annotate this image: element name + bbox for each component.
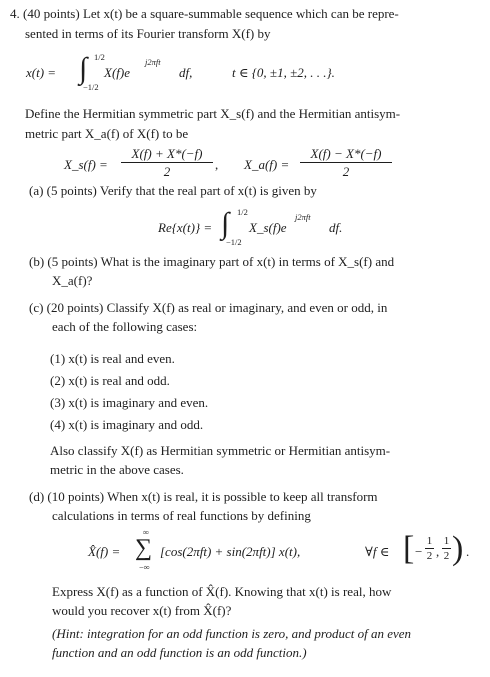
case-item: (3) x(t) is imaginary and even. [50,395,209,410]
express-line-1: Express X(f) as a function of X̂(f). Knowing that x(t) is real, how [52,584,392,599]
eq4-minus: − [415,544,423,559]
express-line-2: would you recover x(t) from X̂(f)? [52,603,232,618]
definition-line-1: Define the Hermitian symmetric part X_s(f) and the Hermitian antisym- [25,106,401,121]
eq3-df: df. [329,220,343,235]
xa-fraction-bar [300,162,392,163]
eq4-comma: , [436,544,440,559]
xa-denominator: 2 [342,164,350,179]
frac-b-denominator: 2 [443,550,450,562]
frac-one-half-a [425,535,434,562]
xa-lhs: X_a(f) = [244,157,290,172]
also-classify-line-2: metric in the above cases. [50,462,184,477]
sum-upper-limit: ∞ [143,527,150,537]
frac-a-numerator: 1 [426,535,433,547]
part-c-line-2: each of the following cases: [52,319,198,334]
frac-b-numerator: 1 [443,535,450,547]
eq1-lhs: x(t) = [26,65,57,80]
eq1-integrand: X(f)e [104,65,130,80]
frac-b-bar [442,548,451,549]
xs-denominator: 2 [163,164,171,179]
right-paren: ) [452,530,464,567]
hint-line-2: function and an odd function is an odd function.) [52,645,307,660]
part-c-line-1: (c) (20 points) Classify X(f) as real or imaginary, and even or odd, in [29,300,388,315]
eq3-lower-limit: −1/2 [226,237,242,247]
eq3-exponent: j2πft [295,212,311,222]
eq3-upper-limit: 1/2 [237,207,248,217]
case-item: (2) x(t) is real and odd. [50,373,170,388]
eq1-df: df, [179,65,193,80]
eq1-lower-limit: −1/2 [83,82,99,92]
hint-line-1: (Hint: integration for an odd function is zero, and product of an even [52,626,412,641]
part-b-line-2: X_a(f)? [52,273,93,288]
intro-line-2: sented in terms of its Fourier transform X(f) by [25,26,271,41]
eq3-lhs: Re{x(t)} = [158,220,213,235]
xs-fraction-bar [121,162,213,163]
case-item: (4) x(t) is imaginary and odd. [50,417,204,432]
sum-sign: ∑ [135,535,153,561]
intro-line-1: 4. (40 points) Let x(t) be a square-summable sequence which can be repre- [10,6,399,21]
xs-fraction [121,146,213,179]
frac-a-denominator: 2 [426,550,433,562]
eq3-integrand: X_s(f)e [249,220,287,235]
case-item: (1) x(t) is real and even. [50,351,175,366]
eq3-integral-sign: ∫ [221,207,230,240]
part-d-line-2: calculations in terms of real functions by defining [52,508,311,523]
part-d-line-1: (d) (10 points) When x(t) is real, it is possible to keep all transform [29,489,378,504]
eq1-upper-limit: 1/2 [94,52,105,62]
definition-line-2: metric part X_a(f) of X(f) to be [25,126,189,141]
frac-a-bar [425,548,434,549]
xs-lhs: X_s(f) = [64,157,108,172]
eq1-integral-sign: ∫ [79,52,88,85]
xs-numerator: X(f) + X*(−f) [131,146,203,161]
frac-one-half-b [442,535,451,562]
eq1-domain: t ∈ {0, ±1, ±2, . . .}. [232,65,335,80]
eq4-lhs: X̂(f) = [88,544,121,559]
eq4-period: . [466,544,470,559]
xa-numerator: X(f) − X*(−f) [310,146,382,161]
eq2-separator: , [215,157,219,172]
xa-fraction [300,146,392,179]
part-a-text: (a) (5 points) Verify that the real part of x(t) is given by [29,183,317,198]
left-bracket: [ [403,530,415,567]
also-classify-line-1: Also classify X(f) as Hermitian symmetric or Hermitian antisym- [50,443,391,458]
sum-lower-limit: −∞ [139,562,150,572]
eq1-exponent: j2πft [145,57,161,67]
eq4-forall: ∀f ∈ [365,544,390,559]
eq4-body: [cos(2πft) + sin(2πft)] x(t), [160,544,301,559]
part-b-line-1: (b) (5 points) What is the imaginary part of x(t) in terms of X_s(f) and [29,254,395,269]
